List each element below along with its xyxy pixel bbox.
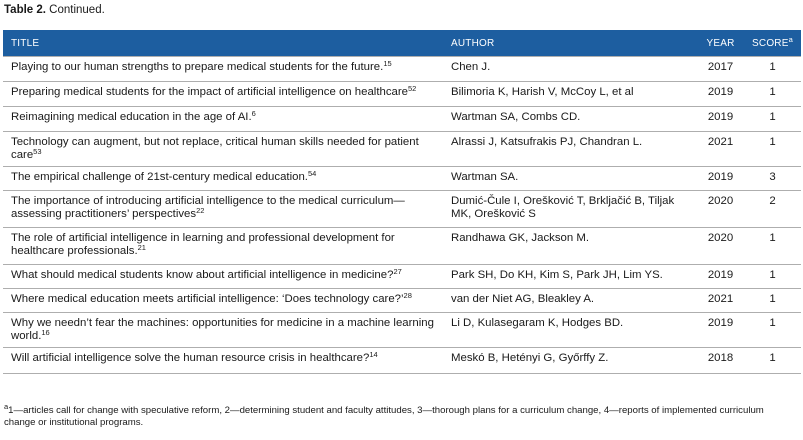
cell-author: Meskó B, Hetényi G, Győrffy Z.: [443, 348, 697, 374]
cell-title: [3, 228, 443, 265]
table-row: [3, 191, 801, 228]
table-row: [3, 82, 801, 107]
cell-author: Bilimoria K, Harish V, McCoy L, et al: [443, 82, 697, 107]
cell-title: [3, 191, 443, 228]
table-footnote: [4, 402, 796, 429]
table-caption: [4, 3, 105, 17]
column-header-score: [744, 30, 801, 57]
title-text: Why we needn’t fear the machines: opportunities for medicine in a machine learning world.: [11, 317, 434, 342]
table-row: [3, 348, 801, 374]
cell-year: 2018: [697, 348, 744, 374]
cell-title: [3, 132, 443, 167]
column-header-score-label: SCORE: [752, 37, 789, 49]
cell-year: 2021: [697, 289, 744, 313]
column-header-title: TITLE: [3, 30, 443, 57]
table-row: [3, 265, 801, 289]
title-text: The role of artificial intelligence in learning and professional development for healthcare professionals.: [11, 232, 395, 257]
cell-title: [3, 289, 443, 313]
table-body: [3, 57, 801, 374]
cell-author: Li D, Kulasegaram K, Hodges BD.: [443, 313, 697, 348]
cell-title: [3, 82, 443, 107]
cell-author: Dumić-Čule I, Orešković T, Brkljačić B, Tiljak MK, Orešković S: [443, 191, 697, 228]
reference-number: 16: [41, 328, 50, 337]
cell-author: Randhawa GK, Jackson M.: [443, 228, 697, 265]
cell-score: 2: [744, 191, 801, 228]
reference-number: 6: [251, 109, 256, 118]
cell-title: [3, 348, 443, 374]
cell-score: 1: [744, 228, 801, 265]
reference-number: 28: [403, 291, 412, 300]
cell-author: Chen J.: [443, 57, 697, 82]
reference-number: 53: [33, 147, 42, 156]
title-text: Where medical education meets artificial intelligence: ‘Does technology care?’: [11, 293, 404, 305]
title-text: Preparing medical students for the impact of artificial intelligence on healthcare: [11, 86, 408, 98]
table-row: [3, 313, 801, 348]
footnote-mark: a: [4, 402, 9, 411]
cell-author: Wartman SA, Combs CD.: [443, 107, 697, 132]
cell-title: [3, 107, 443, 132]
cell-year: 2019: [697, 82, 744, 107]
cell-score: 1: [744, 348, 801, 374]
cell-title: [3, 167, 443, 191]
cell-year: 2019: [697, 265, 744, 289]
cell-title: [3, 313, 443, 348]
column-header-year: YEAR: [697, 30, 744, 57]
table-caption-text: Continued.: [49, 4, 105, 16]
cell-author: Wartman SA.: [443, 167, 697, 191]
cell-score: 1: [744, 265, 801, 289]
title-text: Playing to our human strengths to prepare medical students for the future.: [11, 61, 384, 73]
cell-score: 1: [744, 132, 801, 167]
table-row: [3, 228, 801, 265]
cell-year: 2020: [697, 191, 744, 228]
table-header-row: [3, 30, 801, 57]
cell-score: 3: [744, 167, 801, 191]
reference-number: 54: [307, 169, 317, 178]
table-row: [3, 57, 801, 82]
cell-year: 2019: [697, 167, 744, 191]
reference-number: 14: [369, 350, 378, 359]
cell-year: 2021: [697, 132, 744, 167]
cell-score: 1: [744, 107, 801, 132]
table-row: [3, 289, 801, 313]
cell-score: 1: [744, 289, 801, 313]
cell-score: 1: [744, 82, 801, 107]
cell-author: Alrassi J, Katsufrakis PJ, Chandran L.: [443, 132, 697, 167]
reference-number: 15: [383, 59, 392, 68]
score-footnote-mark: a: [788, 34, 793, 44]
cell-title: [3, 57, 443, 82]
table-row: [3, 132, 801, 167]
title-text: Will artificial intelligence solve the human resource crisis in healthcare?: [11, 352, 370, 364]
cell-year: 2019: [697, 313, 744, 348]
cell-year: 2017: [697, 57, 744, 82]
cell-score: 1: [744, 313, 801, 348]
reference-number: 21: [137, 243, 146, 252]
title-text: The empirical challenge of 21st-century medical education.: [11, 171, 308, 183]
references-table: [3, 30, 801, 374]
title-text: The importance of introducing artificial intelligence to the medical curriculum—assessing practitioners’ perspectives: [11, 195, 405, 220]
title-text: Reimagining medical education in the age of AI.: [11, 111, 252, 123]
footnote-text: 1—articles call for change with speculative reform, 2—determining student and faculty attitudes, 3—thorough plans for a curriculum change, 4—reports of implemented curriculum change or institutional programs.: [4, 405, 764, 428]
cell-title: [3, 265, 443, 289]
reference-number: 27: [393, 267, 402, 276]
cell-year: 2020: [697, 228, 744, 265]
cell-author: van der Niet AG, Bleakley A.: [443, 289, 697, 313]
table-row: [3, 107, 801, 132]
cell-author: Park SH, Do KH, Kim S, Park JH, Lim YS.: [443, 265, 697, 289]
title-text: What should medical students know about artificial intelligence in medicine?: [11, 269, 394, 281]
cell-year: 2019: [697, 107, 744, 132]
column-header-author: AUTHOR: [443, 30, 697, 57]
table-label: Table 2.: [4, 4, 46, 16]
reference-number: 52: [408, 84, 417, 93]
cell-score: 1: [744, 57, 801, 82]
title-text: Technology can augment, but not replace, critical human skills needed for patient care: [11, 136, 419, 161]
reference-number: 22: [196, 206, 205, 215]
table-row: [3, 167, 801, 191]
